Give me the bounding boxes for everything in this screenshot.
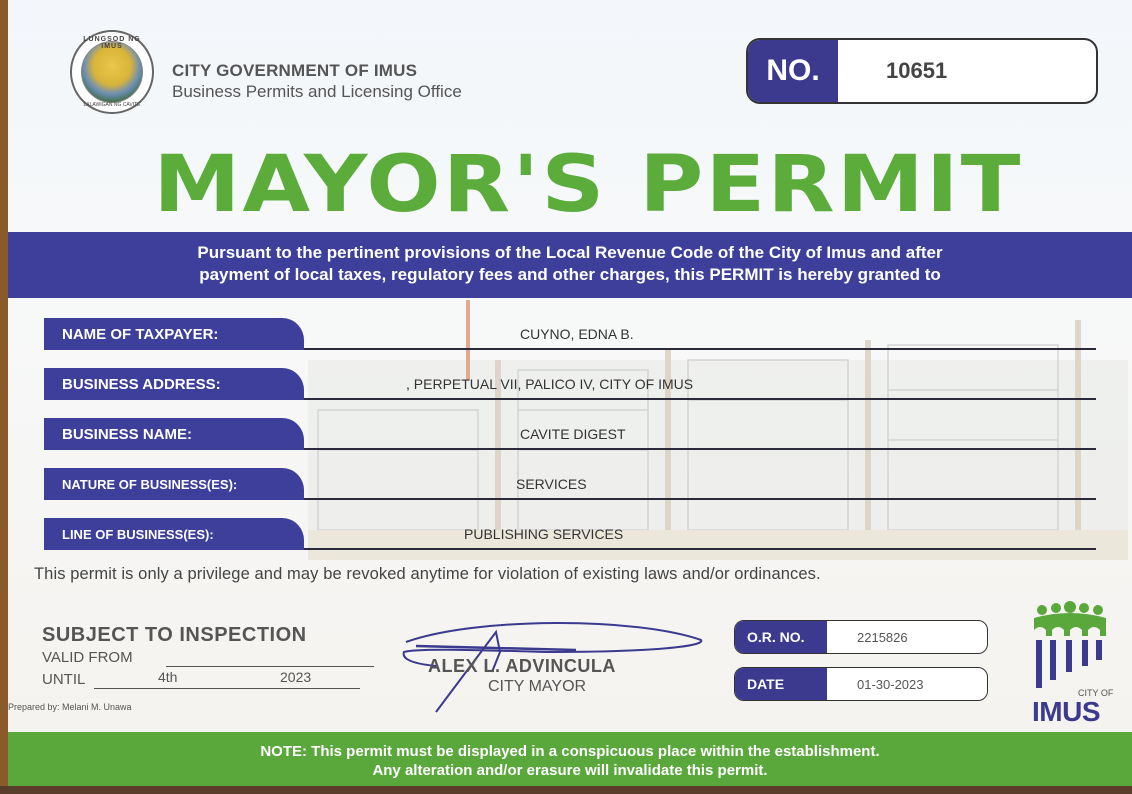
date-label: DATE bbox=[735, 668, 827, 700]
until-row bbox=[42, 669, 312, 691]
logo-imus-text: IMUS bbox=[1032, 696, 1100, 727]
field-label: NATURE OF BUSINESS(ES): bbox=[44, 468, 304, 500]
until-label: UNTIL bbox=[42, 671, 86, 688]
date-box bbox=[734, 667, 988, 701]
official-receipt-value: 2215826 bbox=[857, 629, 908, 645]
valid-from-underline bbox=[166, 666, 374, 667]
organization-name: CITY GOVERNMENT OF IMUS bbox=[172, 61, 418, 80]
until-underline bbox=[94, 688, 360, 689]
arches-icon bbox=[1030, 600, 1110, 690]
seal-top-text: LUNGSOD NG IMUS bbox=[83, 36, 141, 50]
mayor-name: ALEX L. ADVINCULA bbox=[428, 656, 616, 676]
date-value: 01-30-2023 bbox=[857, 676, 924, 692]
field-value: PUBLISHING SERVICES bbox=[464, 526, 624, 542]
field-value: , PERPETUAL VII, PALICO IV, CITY OF IMUS bbox=[406, 376, 694, 392]
privilege-notice: This permit is only a privilege and may be revoked anytime for violation of existing laws and/or ordinances. bbox=[34, 565, 821, 583]
mayor-title: CITY MAYOR bbox=[488, 678, 587, 695]
footer-note-line-2: Any alteration and/or erasure will invalidate this permit. bbox=[372, 762, 768, 779]
permit-number-value: 10651 bbox=[886, 58, 948, 83]
field-taxpayer-name bbox=[44, 316, 1096, 350]
permit-number-label: NO. bbox=[748, 40, 838, 102]
field-value: CUYNO, EDNA B. bbox=[520, 326, 634, 342]
prepared-by: Prepared by: Melani M. Unawa bbox=[8, 702, 132, 712]
footer-note bbox=[8, 732, 1132, 788]
field-label: BUSINESS ADDRESS: bbox=[44, 368, 304, 400]
field-value: SERVICES bbox=[516, 476, 587, 492]
field-business-address bbox=[44, 366, 1096, 400]
field-line-of-business bbox=[44, 516, 1096, 550]
preamble-line-1: Pursuant to the pertinent provisions of the Local Revenue Code of the City of Imus and after bbox=[197, 243, 943, 262]
field-label: LINE OF BUSINESS(ES): bbox=[44, 518, 304, 550]
issuing-office-header bbox=[172, 61, 462, 102]
inspection-block bbox=[42, 624, 312, 691]
field-business-name bbox=[44, 416, 1096, 450]
inspection-heading: SUBJECT TO INSPECTION bbox=[42, 624, 307, 646]
office-name: Business Permits and Licensing Office bbox=[172, 82, 462, 101]
field-label: NAME OF TAXPAYER: bbox=[44, 318, 304, 350]
official-receipt-box bbox=[734, 620, 988, 654]
table-surface bbox=[0, 786, 1132, 794]
city-of-imus-logo bbox=[1030, 600, 1130, 730]
mayor-signature-block bbox=[396, 612, 716, 722]
note-text-1: This permit must be displayed in a conspicuous place within the establishment. bbox=[307, 743, 880, 760]
field-label: BUSINESS NAME: bbox=[44, 418, 304, 450]
permit-document bbox=[8, 0, 1132, 794]
permit-number-box bbox=[746, 38, 1098, 104]
valid-from-row bbox=[42, 649, 307, 669]
until-year: 2023 bbox=[280, 669, 312, 685]
preamble-band bbox=[8, 232, 1132, 298]
logo-city-of-text: CITY OF bbox=[1078, 688, 1114, 698]
field-value: CAVITE DIGEST bbox=[520, 426, 626, 442]
preamble-line-2: payment of local taxes, regulatory fees and other charges, this PERMIT is hereby granted to bbox=[199, 265, 941, 284]
until-day: 4th bbox=[158, 669, 178, 685]
field-nature-of-business bbox=[44, 466, 1096, 500]
valid-from-label: VALID FROM bbox=[42, 649, 133, 666]
seal-bottom-text: LALAWIGAN NG CAVITE bbox=[83, 102, 141, 108]
document-title: MAYOR'S PERMIT bbox=[153, 140, 1023, 230]
seal-emblem-icon bbox=[81, 41, 143, 103]
official-receipt-label: O.R. NO. bbox=[735, 621, 827, 653]
note-label: NOTE: bbox=[260, 743, 308, 760]
footer-note-line-1 bbox=[8, 742, 1132, 761]
city-seal-logo bbox=[70, 30, 154, 114]
